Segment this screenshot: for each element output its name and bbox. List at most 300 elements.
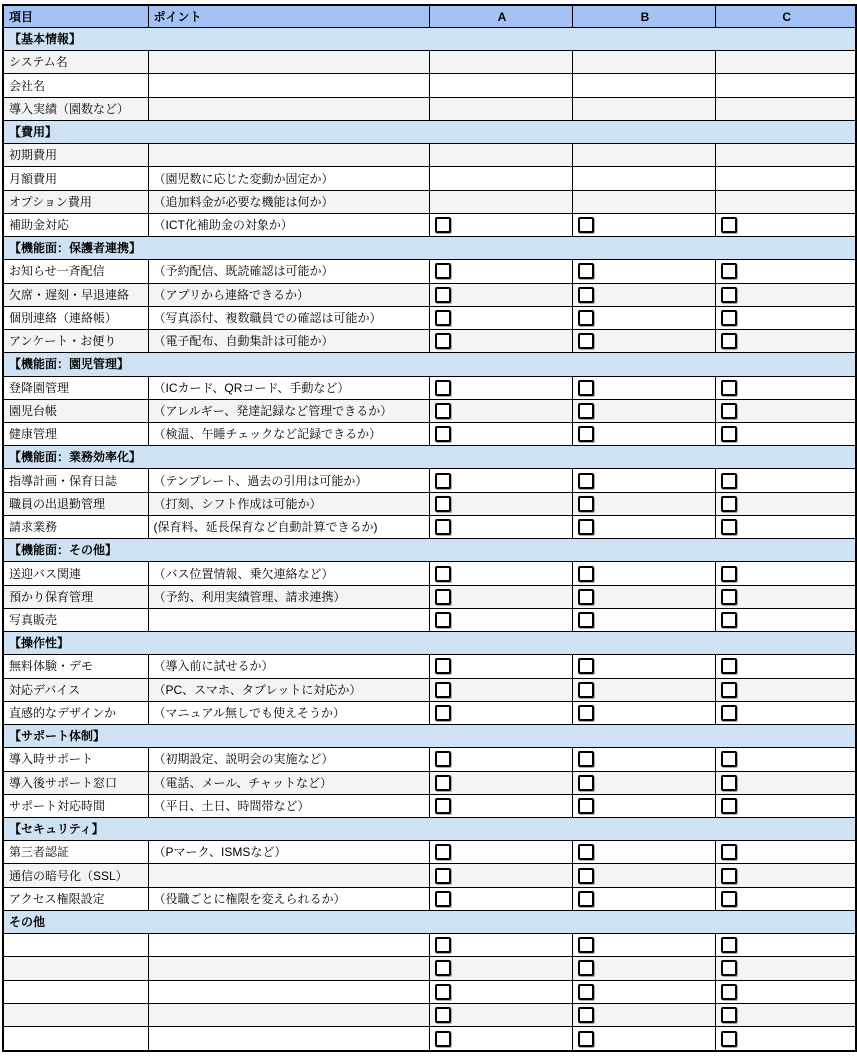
value-cell-b[interactable] (572, 74, 715, 97)
checkbox[interactable] (721, 705, 737, 721)
value-cell-a[interactable] (429, 74, 572, 97)
value-cell-a[interactable] (429, 1027, 572, 1051)
checkbox[interactable] (721, 844, 737, 860)
table-row (3, 1003, 856, 1026)
value-cell-c[interactable] (715, 97, 856, 120)
value-cell-a[interactable] (429, 701, 572, 724)
value-cell-c[interactable] (715, 864, 856, 887)
checkbox[interactable] (578, 496, 594, 512)
table-row (3, 167, 856, 190)
value-cell-a[interactable] (429, 330, 572, 353)
point-cell (148, 144, 429, 167)
checkbox[interactable] (435, 1007, 451, 1023)
checkbox[interactable] (578, 589, 594, 605)
value-cell-b[interactable] (572, 957, 715, 980)
value-cell-b[interactable] (572, 864, 715, 887)
value-cell-b[interactable] (572, 701, 715, 724)
value-cell-c[interactable] (715, 794, 856, 817)
value-cell-c[interactable] (715, 74, 856, 97)
table-row (3, 376, 856, 399)
item-cell: 指導計画・保育日誌 (3, 469, 148, 492)
point-cell: (保育料、延長保育など自動計算できるか) (148, 515, 429, 538)
value-cell-b[interactable] (572, 887, 715, 910)
value-cell-b[interactable] (572, 190, 715, 213)
value-cell-a[interactable] (429, 864, 572, 887)
checkbox[interactable] (721, 566, 737, 582)
value-cell-b[interactable] (572, 678, 715, 701)
checkbox[interactable] (435, 775, 451, 791)
checkbox[interactable] (435, 984, 451, 1000)
item-cell: 月額費用 (3, 167, 148, 190)
value-cell-b[interactable] (572, 771, 715, 794)
item-cell: 請求業務 (3, 515, 148, 538)
comparison-table (2, 4, 857, 1052)
section-label: 【機能面：保護者連携】 (3, 237, 856, 260)
checkbox[interactable] (435, 1031, 451, 1047)
value-cell-c[interactable] (715, 585, 856, 608)
value-cell-a[interactable] (429, 492, 572, 515)
value-cell-c[interactable] (715, 51, 856, 74)
section-label: 【サポート体制】 (3, 725, 856, 748)
section-label: 【機能面：業務効率化】 (3, 446, 856, 469)
table-row (3, 330, 856, 353)
value-cell-b[interactable] (572, 167, 715, 190)
item-cell: 導入後サポート窓口 (3, 771, 148, 794)
checkbox[interactable] (578, 705, 594, 721)
value-cell-a[interactable] (429, 608, 572, 631)
checkbox[interactable] (435, 891, 451, 907)
item-cell: 職員の出退勤管理 (3, 492, 148, 515)
checkbox[interactable] (578, 403, 594, 419)
checkbox[interactable] (721, 310, 737, 326)
point-cell: （役職ごとに権限を変えられるか） (148, 887, 429, 910)
point-cell: （バス位置情報、乗欠連絡など） (148, 562, 429, 585)
value-cell-a[interactable] (429, 887, 572, 910)
section-row (3, 120, 856, 143)
value-cell-c[interactable] (715, 190, 856, 213)
point-cell (148, 51, 429, 74)
value-cell-b[interactable] (572, 51, 715, 74)
value-cell-b[interactable] (572, 144, 715, 167)
value-cell-c[interactable] (715, 1027, 856, 1051)
table-row (3, 887, 856, 910)
checkbox[interactable] (721, 682, 737, 698)
item-cell: 写真販売 (3, 608, 148, 631)
point-cell: （マニュアル無しでも使えそうか） (148, 701, 429, 724)
column-header-point: ポイント (148, 5, 429, 28)
value-cell-b[interactable] (572, 492, 715, 515)
checkbox[interactable] (578, 798, 594, 814)
checkbox[interactable] (578, 263, 594, 279)
value-cell-c[interactable] (715, 306, 856, 329)
point-cell: （電子配布、自動集計は可能か） (148, 330, 429, 353)
value-cell-b[interactable] (572, 283, 715, 306)
checkbox[interactable] (721, 658, 737, 674)
point-cell: （平日、土日、時間帯など） (148, 794, 429, 817)
value-cell-a[interactable] (429, 678, 572, 701)
section-row (3, 28, 856, 51)
checkbox[interactable] (435, 960, 451, 976)
point-cell: （追加料金が必要な機能は何か） (148, 190, 429, 213)
value-cell-a[interactable] (429, 562, 572, 585)
checkbox[interactable] (435, 333, 451, 349)
item-cell: 送迎バス関連 (3, 562, 148, 585)
value-cell-c[interactable] (715, 469, 856, 492)
section-label: 【基本情報】 (3, 28, 856, 51)
checkbox[interactable] (578, 287, 594, 303)
value-cell-c[interactable] (715, 515, 856, 538)
checkbox[interactable] (578, 333, 594, 349)
value-cell-a[interactable] (429, 260, 572, 283)
checkbox[interactable] (435, 473, 451, 489)
section-label: 【機能面：その他】 (3, 539, 856, 562)
value-cell-a[interactable] (429, 190, 572, 213)
value-cell-c[interactable] (715, 144, 856, 167)
point-cell: （園児数に応じた変動か固定か） (148, 167, 429, 190)
section-label: 【機能面：園児管理】 (3, 353, 856, 376)
table-row (3, 841, 856, 864)
value-cell-b[interactable] (572, 841, 715, 864)
checkbox[interactable] (721, 263, 737, 279)
value-cell-c[interactable] (715, 678, 856, 701)
value-cell-c[interactable] (715, 1003, 856, 1026)
checkbox[interactable] (578, 868, 594, 884)
checkbox[interactable] (435, 403, 451, 419)
section-row (3, 910, 856, 933)
table-row (3, 980, 856, 1003)
point-cell (148, 608, 429, 631)
value-cell-a[interactable] (429, 399, 572, 422)
table-row (3, 701, 856, 724)
value-cell-c[interactable] (715, 260, 856, 283)
value-cell-a[interactable] (429, 585, 572, 608)
section-label: 【操作性】 (3, 632, 856, 655)
checkbox[interactable] (578, 612, 594, 628)
value-cell-b[interactable] (572, 213, 715, 236)
checkbox[interactable] (721, 891, 737, 907)
value-cell-b[interactable] (572, 399, 715, 422)
value-cell-b[interactable] (572, 748, 715, 771)
checkbox[interactable] (721, 937, 737, 953)
checkbox[interactable] (721, 612, 737, 628)
table-row (3, 190, 856, 213)
point-cell: （アレルギー、発達記録など管理できるか） (148, 399, 429, 422)
checkbox[interactable] (578, 658, 594, 674)
item-cell: サポート対応時間 (3, 794, 148, 817)
value-cell-a[interactable] (429, 376, 572, 399)
point-cell: （検温、午睡チェックなど記録できるか） (148, 422, 429, 445)
table-row (3, 771, 856, 794)
column-header-c: C (715, 5, 856, 28)
section-row (3, 446, 856, 469)
value-cell-c[interactable] (715, 562, 856, 585)
checkbox[interactable] (721, 403, 737, 419)
item-cell: 個別連絡（連絡帳） (3, 306, 148, 329)
value-cell-c[interactable] (715, 422, 856, 445)
value-cell-c[interactable] (715, 213, 856, 236)
value-cell-c[interactable] (715, 701, 856, 724)
checkbox[interactable] (578, 519, 594, 535)
column-header-a: A (429, 5, 572, 28)
checkbox[interactable] (435, 310, 451, 326)
value-cell-a[interactable] (429, 771, 572, 794)
checkbox[interactable] (435, 287, 451, 303)
value-cell-b[interactable] (572, 585, 715, 608)
table-row (3, 1027, 856, 1051)
value-cell-a[interactable] (429, 1003, 572, 1026)
value-cell-c[interactable] (715, 771, 856, 794)
value-cell-a[interactable] (429, 51, 572, 74)
point-cell (148, 97, 429, 120)
item-cell (3, 980, 148, 1003)
checkbox[interactable] (721, 1031, 737, 1047)
item-cell: 健康管理 (3, 422, 148, 445)
item-cell (3, 1027, 148, 1051)
value-cell-a[interactable] (429, 213, 572, 236)
checkbox[interactable] (578, 217, 594, 233)
value-cell-a[interactable] (429, 515, 572, 538)
value-cell-b[interactable] (572, 306, 715, 329)
value-cell-a[interactable] (429, 97, 572, 120)
value-cell-c[interactable] (715, 492, 856, 515)
checkbox[interactable] (721, 984, 737, 1000)
item-cell: 対応デバイス (3, 678, 148, 701)
section-row (3, 353, 856, 376)
item-cell: 園児台帳 (3, 399, 148, 422)
checkbox[interactable] (435, 380, 451, 396)
checkbox[interactable] (721, 775, 737, 791)
checkbox[interactable] (578, 751, 594, 767)
table-row (3, 306, 856, 329)
table-row (3, 422, 856, 445)
section-row (3, 539, 856, 562)
table-row (3, 515, 856, 538)
value-cell-b[interactable] (572, 655, 715, 678)
value-cell-b[interactable] (572, 97, 715, 120)
value-cell-c[interactable] (715, 283, 856, 306)
checkbox[interactable] (721, 333, 737, 349)
checkbox[interactable] (721, 380, 737, 396)
checkbox[interactable] (435, 519, 451, 535)
checkbox[interactable] (578, 984, 594, 1000)
table-row (3, 608, 856, 631)
point-cell: （電話、メール、チャットなど） (148, 771, 429, 794)
value-cell-c[interactable] (715, 934, 856, 957)
table-row (3, 492, 856, 515)
table-row (3, 74, 856, 97)
checkbox[interactable] (721, 519, 737, 535)
value-cell-c[interactable] (715, 887, 856, 910)
checkbox[interactable] (435, 426, 451, 442)
item-cell: 会社名 (3, 74, 148, 97)
value-cell-c[interactable] (715, 980, 856, 1003)
value-cell-a[interactable] (429, 957, 572, 980)
value-cell-c[interactable] (715, 330, 856, 353)
checkbox[interactable] (435, 263, 451, 279)
checkbox[interactable] (435, 844, 451, 860)
table-row (3, 213, 856, 236)
item-cell: 直感的なデザインか (3, 701, 148, 724)
table-row (3, 864, 856, 887)
value-cell-a[interactable] (429, 655, 572, 678)
value-cell-b[interactable] (572, 469, 715, 492)
checkbox[interactable] (435, 566, 451, 582)
column-header-b: B (572, 5, 715, 28)
table-row (3, 678, 856, 701)
table-row (3, 957, 856, 980)
value-cell-a[interactable] (429, 167, 572, 190)
value-cell-b[interactable] (572, 1003, 715, 1026)
value-cell-b[interactable] (572, 330, 715, 353)
table-row (3, 97, 856, 120)
point-cell: （PC、スマホ、タブレットに対応か） (148, 678, 429, 701)
value-cell-b[interactable] (572, 1027, 715, 1051)
checkbox[interactable] (721, 217, 737, 233)
checkbox[interactable] (721, 287, 737, 303)
table-row (3, 399, 856, 422)
value-cell-b[interactable] (572, 422, 715, 445)
item-cell: 預かり保育管理 (3, 585, 148, 608)
value-cell-b[interactable] (572, 376, 715, 399)
value-cell-c[interactable] (715, 841, 856, 864)
table-row (3, 585, 856, 608)
item-cell (3, 1003, 148, 1026)
value-cell-b[interactable] (572, 562, 715, 585)
point-cell (148, 980, 429, 1003)
checkbox[interactable] (721, 473, 737, 489)
checkbox[interactable] (435, 682, 451, 698)
table-body (3, 28, 856, 1052)
checkbox[interactable] (435, 217, 451, 233)
item-cell: お知らせ一斉配信 (3, 260, 148, 283)
point-cell (148, 74, 429, 97)
checkbox[interactable] (578, 310, 594, 326)
value-cell-a[interactable] (429, 306, 572, 329)
column-header-item: 項目 (3, 5, 148, 28)
value-cell-c[interactable] (715, 376, 856, 399)
checkbox[interactable] (721, 426, 737, 442)
checkbox[interactable] (435, 751, 451, 767)
checkbox[interactable] (435, 705, 451, 721)
point-cell: （アプリから連絡できるか） (148, 283, 429, 306)
checkbox[interactable] (721, 868, 737, 884)
table-row (3, 794, 856, 817)
checkbox[interactable] (435, 496, 451, 512)
value-cell-c[interactable] (715, 748, 856, 771)
point-cell: （ICカード、QRコード、手動など） (148, 376, 429, 399)
checkbox[interactable] (721, 798, 737, 814)
value-cell-b[interactable] (572, 980, 715, 1003)
section-row (3, 725, 856, 748)
value-cell-a[interactable] (429, 422, 572, 445)
value-cell-a[interactable] (429, 748, 572, 771)
checkbox[interactable] (721, 960, 737, 976)
checkbox[interactable] (578, 473, 594, 489)
point-cell: （ICT化補助金の対象か） (148, 213, 429, 236)
item-cell: 通信の暗号化（SSL） (3, 864, 148, 887)
table-row (3, 51, 856, 74)
value-cell-a[interactable] (429, 283, 572, 306)
point-cell: （導入前に試せるか） (148, 655, 429, 678)
section-label: 【セキュリティ】 (3, 817, 856, 840)
item-cell: オプション費用 (3, 190, 148, 213)
table-row (3, 283, 856, 306)
table-row (3, 934, 856, 957)
value-cell-b[interactable] (572, 515, 715, 538)
point-cell (148, 1003, 429, 1026)
value-cell-a[interactable] (429, 841, 572, 864)
value-cell-a[interactable] (429, 469, 572, 492)
checkbox[interactable] (435, 868, 451, 884)
header-row (3, 5, 856, 28)
value-cell-a[interactable] (429, 794, 572, 817)
value-cell-c[interactable] (715, 399, 856, 422)
checkbox[interactable] (435, 798, 451, 814)
table-row (3, 748, 856, 771)
value-cell-a[interactable] (429, 980, 572, 1003)
item-cell: 初期費用 (3, 144, 148, 167)
point-cell (148, 864, 429, 887)
checkbox[interactable] (578, 775, 594, 791)
table-row (3, 655, 856, 678)
checkbox[interactable] (578, 891, 594, 907)
value-cell-c[interactable] (715, 608, 856, 631)
point-cell (148, 934, 429, 957)
point-cell (148, 957, 429, 980)
checkbox[interactable] (435, 612, 451, 628)
item-cell (3, 957, 148, 980)
value-cell-a[interactable] (429, 144, 572, 167)
checkbox[interactable] (578, 566, 594, 582)
checkbox[interactable] (578, 1007, 594, 1023)
checkbox[interactable] (721, 496, 737, 512)
point-cell (148, 1027, 429, 1051)
checkbox[interactable] (578, 960, 594, 976)
checkbox[interactable] (578, 937, 594, 953)
checkbox[interactable] (721, 1007, 737, 1023)
point-cell: （予約配信、既読確認は可能か） (148, 260, 429, 283)
value-cell-c[interactable] (715, 167, 856, 190)
table-row (3, 144, 856, 167)
checkbox[interactable] (435, 589, 451, 605)
table-row (3, 562, 856, 585)
checkbox[interactable] (721, 589, 737, 605)
value-cell-b[interactable] (572, 794, 715, 817)
checkbox[interactable] (578, 682, 594, 698)
checkbox[interactable] (578, 380, 594, 396)
section-row (3, 237, 856, 260)
checkbox[interactable] (578, 1031, 594, 1047)
value-cell-a[interactable] (429, 934, 572, 957)
checkbox[interactable] (721, 751, 737, 767)
value-cell-b[interactable] (572, 608, 715, 631)
point-cell: （写真添付、複数職員での確認は可能か） (148, 306, 429, 329)
checkbox[interactable] (578, 844, 594, 860)
point-cell: （初期設定、説明会の実施など） (148, 748, 429, 771)
checkbox[interactable] (435, 937, 451, 953)
point-cell: （Pマーク、ISMSなど） (148, 841, 429, 864)
value-cell-c[interactable] (715, 957, 856, 980)
checkbox[interactable] (578, 426, 594, 442)
point-cell: （打刻、シフト作成は可能か） (148, 492, 429, 515)
item-cell: 補助金対応 (3, 213, 148, 236)
table-row (3, 260, 856, 283)
value-cell-b[interactable] (572, 260, 715, 283)
checkbox[interactable] (435, 658, 451, 674)
item-cell: 導入実績（園数など） (3, 97, 148, 120)
value-cell-c[interactable] (715, 655, 856, 678)
value-cell-b[interactable] (572, 934, 715, 957)
